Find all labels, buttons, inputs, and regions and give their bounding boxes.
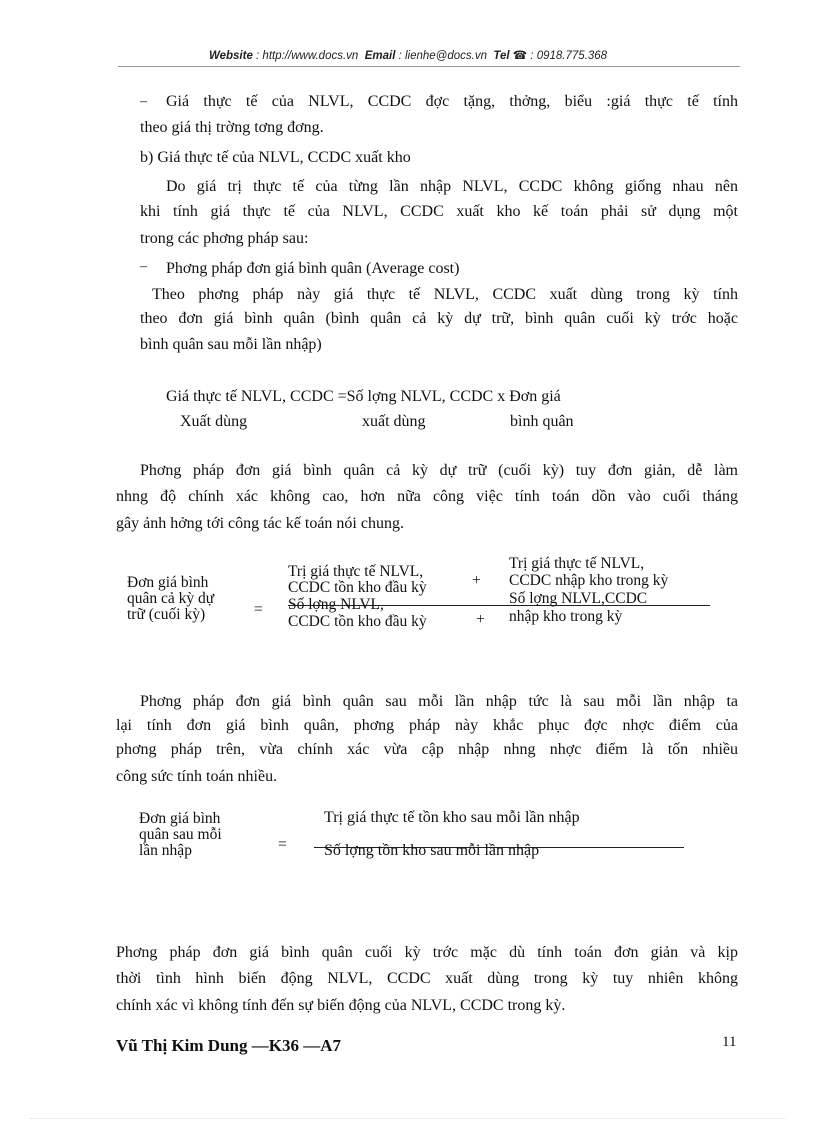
body-line-19: thời tình hình biến động NLVL, CCDC xuất dùng trong kỳ tuy nhiên không: [116, 970, 738, 987]
bottom-border: [30, 1118, 786, 1119]
body-line-8: Theo phơng pháp này giá thực tế NLVL, CCDC xuất dùng trong kỳ tính: [152, 286, 738, 303]
formula-2-left-3: lần nhập: [139, 842, 192, 859]
formula-2-equals: =: [278, 836, 287, 853]
formula-1-num-2b: CCDC nhập kho trong kỳ: [509, 572, 669, 589]
body-line-13: gây ảnh hởng tới công tác kế toán nói chung.: [116, 515, 404, 532]
page-header: [0, 48, 816, 62]
email-address[interactable]: : lienhe@docs.vn: [398, 50, 487, 62]
tel-label: Tel: [493, 50, 510, 62]
equation-1-line-1: Giá thực tế NLVL, CCDC =Số lợng NLVL, CCDC x Đơn giá: [166, 388, 561, 405]
bullet-dash-icon: –: [140, 94, 147, 109]
formula-1-left-3: trữ (cuối kỳ): [127, 606, 206, 623]
header-divider: [118, 66, 740, 67]
formula-2-left-2: quân sau mỗi: [139, 826, 222, 843]
website-url[interactable]: : http://www.docs.vn: [256, 50, 359, 62]
formula-1-den-2a: Số lợng NLVL,CCDC: [509, 590, 648, 607]
body-line-11: Phơng pháp đơn giá bình quân cả kỳ dự trữ (cuối kỳ) tuy đơn giản, dễ làm: [140, 462, 738, 479]
formula-1-den-1b: CCDC tồn kho đầu kỳ: [288, 613, 427, 630]
formula-2-numerator: Trị giá thực tế tồn kho sau mỗi lần nhập: [324, 809, 580, 826]
formula-1-left-2: quân cả kỳ dự: [127, 590, 215, 607]
formula-1-den-2b: nhập kho trong kỳ: [509, 608, 623, 625]
formula-1-plus-bottom: +: [476, 611, 485, 628]
tel-number: ☎ : 0918.775.368: [512, 50, 608, 62]
formula-1-den-1a: Số lợng NLVL,: [288, 596, 384, 613]
body-line-20: chính xác vì không tính đến sự biến động của NLVL, CCDC trong kỳ.: [116, 997, 566, 1014]
formula-1-equals: =: [254, 601, 263, 618]
formula-2-denominator: Số lợng tồn kho sau mỗi lần nhập: [324, 842, 540, 859]
body-line-18: Phơng pháp đơn giá bình quân cuối kỳ trớc mặc dù tính toán đơn giản và kịp: [116, 944, 738, 961]
body-line-6: trong các phơng pháp sau:: [140, 230, 309, 247]
body-line-5: khi tính giá thực tế của NLVL, CCDC xuất kho kế toán phải sử dụng một: [140, 203, 738, 220]
formula-1-num-1b: CCDC tồn kho đầu kỳ: [288, 579, 427, 596]
website-label: Website: [208, 50, 253, 62]
formula-1-left-1: Đơn giá bình: [127, 574, 209, 591]
formula-1-num-2a: Trị giá thực tế NLVL,: [509, 555, 645, 572]
equation-1-label-3: bình quân: [510, 413, 574, 430]
body-line-15: lại tính đơn giá bình quân, phơng pháp này khắc phục đợc nhợc điểm của: [116, 717, 738, 734]
method-heading: Phơng pháp đơn giá bình quân (Average cost): [166, 260, 460, 277]
body-line-14: Phơng pháp đơn giá bình quân sau mỗi lần nhập tức là sau mỗi lần nhập ta: [140, 693, 738, 710]
bullet-dash-icon: –: [140, 259, 147, 274]
body-line-10: bình quân sau mỗi lần nhập): [140, 336, 322, 353]
body-line-4: Do giá trị thực tế của từng lần nhập NLVL, CCDC không giống nhau nên: [166, 178, 738, 195]
formula-1-plus-top: +: [472, 572, 481, 589]
body-line-9: theo đơn giá bình quân (bình quân cả kỳ dự trữ, bình quân cuối kỳ trớc hoặc: [140, 310, 738, 327]
page-number: 11: [722, 1034, 737, 1050]
formula-2-left-1: Đơn giá bình: [139, 810, 221, 827]
body-line-1: Giá thực tế của NLVL, CCDC đợc tặng, thởng, biểu :giá thực tế tính: [166, 93, 738, 110]
section-heading-b: b) Giá thực tế của NLVL, CCDC xuất kho: [140, 149, 411, 166]
body-line-17: công sức tính toán nhiều.: [116, 768, 278, 785]
formula-1-num-1a: Trị giá thực tế NLVL,: [288, 563, 424, 580]
body-line-16: phơng pháp trên, vừa chính xác vừa cập nhập nhng nhợc điểm là tốn nhiều: [116, 741, 738, 758]
body-line-12: nhng độ chính xác không cao, hơn nữa công việc tính toán dồn vào cuối tháng: [116, 488, 738, 505]
footer-author: Vũ Thị Kim Dung —K36 —A7: [116, 1036, 341, 1055]
email-label: Email: [364, 50, 396, 62]
equation-1-label-1: Xuất dùng: [180, 413, 248, 430]
equation-1-label-2: xuất dùng: [362, 413, 426, 430]
body-line-2: theo giá thị trờng tơng đơng.: [140, 119, 324, 136]
